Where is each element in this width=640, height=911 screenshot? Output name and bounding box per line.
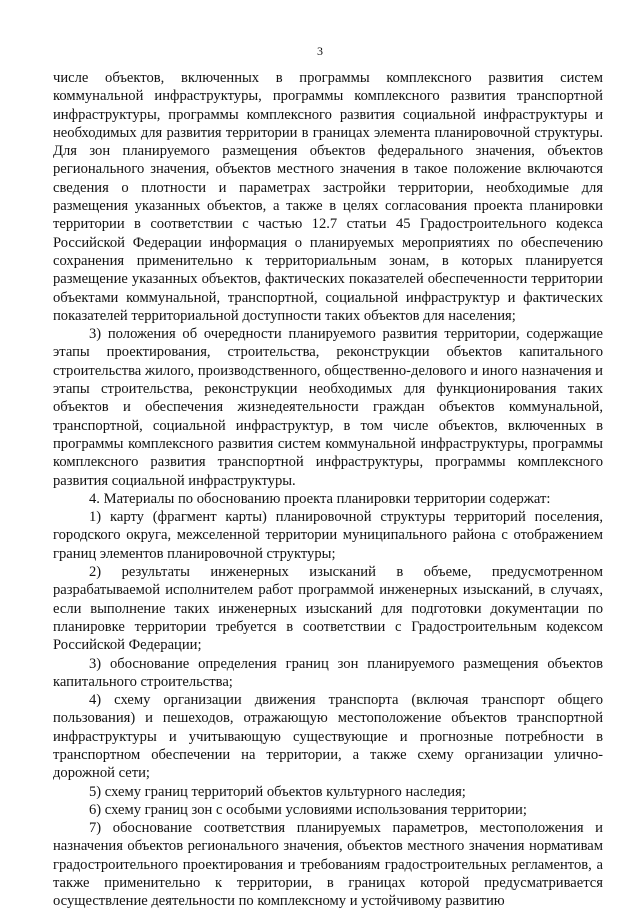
document-body (53, 69, 603, 911)
paragraph-item-2: 2) результаты инженерных изысканий в объеме, предусмотренном разрабатываемой исполнителем работ программой инженерных изысканий, в случаях, если выполнение таких инженерных изысканий для подготовки документации по планировке территории требуется в соответствии с Градостроительным кодексом Российской Федерации; (53, 564, 603, 654)
paragraph-section-4: 4. Материалы по обоснованию проекта планировки территории содержат: (89, 490, 551, 507)
paragraph-item-5: 5) схему границ территорий объектов культурного наследия; (89, 783, 466, 800)
paragraph-continued: числе объектов, включенных в программы комплексного развития систем коммунальной инфраструктуры, программы комплексного развития транспортной инфраструктуры, программы комплексного развития социальной инфраструктуры и необходимых для развития территории в границах элемента планировочной структуры. Для зон планируемого размещения объектов федерального значения, объектов регионального значения, объектов местного значения в такое положение включаются сведения о плотности и параметрах застройки территории, необходимые для размещения указанных объектов, а также в целях согласования проекта планировки территории в соответствии с частью 12.7 статьи 45 Градостроительного кодекса Российской Федерации информация о планируемых мероприятиях по обеспечению сохранения применительно к территориальным зонам, в которых планируется размещение указанных объектов, фактических показателей обеспеченности территории объектами коммунальной, транспортной, социальной инфраструктур и фактических показателей территориальной доступности таких объектов для населения; (53, 70, 603, 324)
paragraph-item-6: 6) схему границ зон с особыми условиями использования территории; (89, 801, 527, 818)
page-number: 3 (317, 44, 323, 58)
paragraph-item-3b: 3) обоснование определения границ зон планируемого размещения объектов капитального строительства; (53, 655, 603, 690)
paragraph-item-7: 7) обоснование соответствия планируемых параметров, местоположения и назначения объектов регионального значения, объектов местного значения нормативам градостроительного проектирования и требованиям градостроительных регламентов, а также применительно к территории, в границах которой предусматривается осуществление деятельности по комплексному и устойчивому развитию (53, 820, 603, 910)
paragraph-item-4: 4) схему организации движения транспорта (включая транспорт общего пользования) и пешеходов, отражающую местоположение объектов транспортной инфраструктуры и учитывающую существующие и прогнозные потребности в транспортном обеспечении на территории, а также схему организации улично-дорожной сети; (53, 692, 603, 782)
paragraph-item-3: 3) положения об очередности планируемого развития территории, содержащие этапы проектирования, строительства, реконструкции объектов капитального строительства жилого, производственного, общественно-делового и иного назначения и этапы строительства, реконструкции необходимых для функционирования таких объектов и обеспечения жизнедеятельности граждан объектов коммунальной, транспортной, социальной инфраструктур, в том числе объектов, включенных в программы комплексного развития систем коммунальной инфраструктуры, программы комплексного развития транспортной инфраструктуры, программы комплексного развития социальной инфраструктуры. (53, 326, 603, 489)
paragraph-item-1: 1) карту (фрагмент карты) планировочной структуры территорий поселения, городского округа, межселенной территории муниципального района с отображением границ элементов планировочной структуры; (53, 509, 603, 562)
